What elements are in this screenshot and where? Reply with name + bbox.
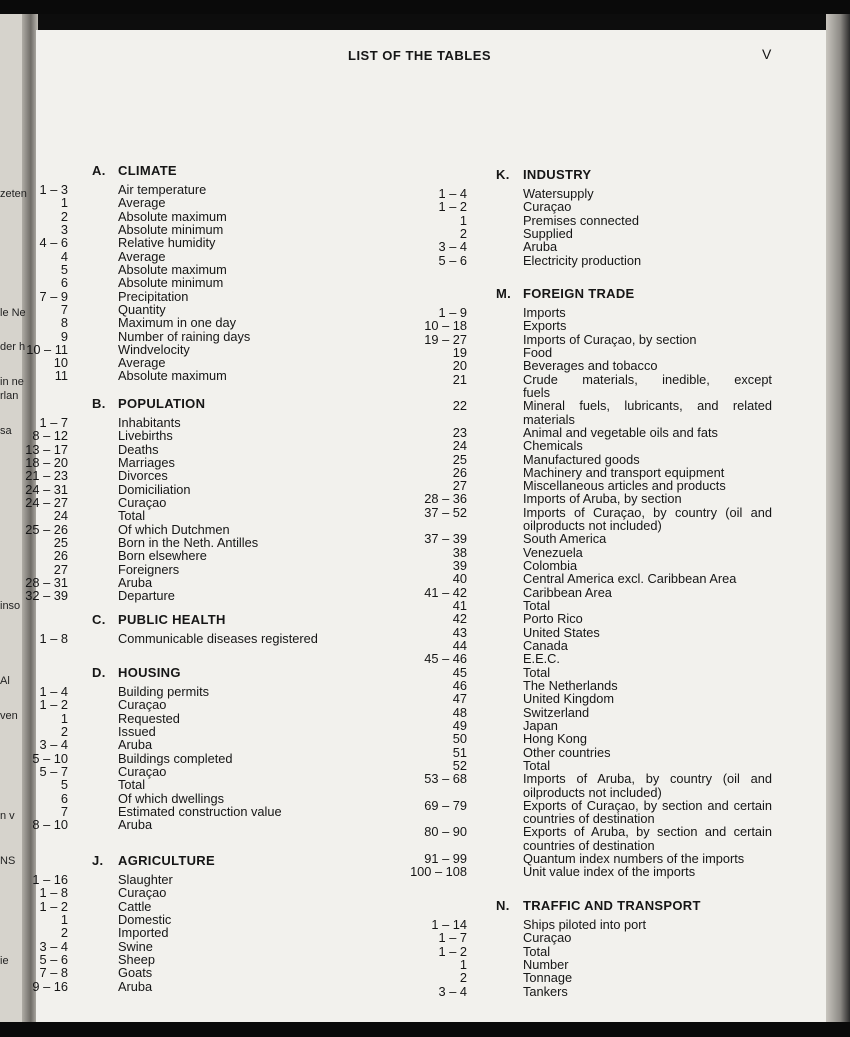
section-title: AGRICULTURE [118, 853, 215, 868]
table-number-range: 9 [60, 328, 68, 344]
table-number-range: 32 – 39 [25, 588, 68, 604]
table-number-range: 24 – 27 [25, 494, 68, 510]
table-title: Requested [118, 710, 180, 726]
scan-border-bottom [0, 1022, 850, 1037]
table-list-row [0, 453, 850, 466]
table-list-row [0, 599, 850, 612]
table-list-row [0, 799, 850, 812]
table-number-range: 1 – 3 [39, 182, 68, 197]
section-letter: K. [496, 167, 510, 182]
table-list-row [0, 187, 850, 200]
table-number-range: 38 [452, 544, 467, 560]
table-number-range: 45 – 46 [424, 651, 467, 667]
table-title: Born elsewhere [118, 548, 207, 564]
table-title: Miscellaneous articles and products [523, 478, 726, 494]
table-number-range: 8 – 12 [32, 428, 68, 444]
left-page-text-fragment: le Ne [0, 307, 26, 319]
table-title: Goats [118, 965, 153, 981]
table-number-range: 91 – 99 [424, 851, 467, 867]
table-title-continuation: countries of destination [523, 811, 655, 827]
table-list-row [0, 290, 850, 303]
table-list-row [0, 479, 850, 492]
table-list-row [0, 319, 850, 332]
table-title: Total [523, 598, 551, 614]
table-list-row [0, 333, 850, 346]
table-list-row [0, 865, 850, 878]
section-letter: D. [92, 665, 106, 680]
left-page-text-fragment: in ne [0, 376, 24, 388]
table-number-range: 9 – 16 [32, 978, 68, 994]
table-number-range: 50 [452, 731, 467, 747]
table-title: Inhabitants [118, 415, 181, 430]
table-title: Domestic [118, 911, 172, 927]
table-number-range: 45 [452, 664, 467, 680]
table-list-row [0, 254, 850, 267]
section-title: PUBLIC HEALTH [118, 612, 226, 627]
table-list-row [0, 227, 850, 240]
table-title: Livebirths [118, 428, 173, 444]
section-title: INDUSTRY [523, 167, 592, 182]
table-title: Absolute minimum [118, 221, 224, 237]
table-title: Aruba [523, 239, 558, 255]
table-title: Curaçao [118, 763, 167, 779]
table-title: Imports of Aruba, by section [523, 491, 682, 507]
table-number-range: 27 [53, 561, 68, 577]
table-title: Supplied [523, 225, 573, 241]
table-title: Tonnage [523, 970, 573, 986]
table-number-range: 5 – 6 [39, 951, 68, 967]
table-title: Mineral fuels, lubricants, and related [523, 398, 772, 414]
table-list-row [0, 652, 850, 665]
table-list-row [0, 886, 850, 899]
page-number: V [762, 46, 772, 62]
table-title: United Kingdom [523, 691, 615, 707]
table-list-row-continuation [0, 519, 850, 532]
table-number-range: 2 [60, 208, 68, 224]
table-title: Divorces [118, 468, 168, 484]
table-title: Switzerland [523, 704, 590, 720]
table-list-row [0, 276, 850, 289]
table-list-row [0, 900, 850, 913]
table-list-row [0, 532, 850, 545]
table-number-range: 10 [53, 355, 68, 371]
table-title: Quantum index numbers of the imports [523, 851, 745, 867]
table-title: Venezuela [523, 544, 583, 560]
table-list-row [0, 639, 850, 652]
left-page-text-fragment: ie [0, 955, 9, 967]
left-page-text-fragment: Al [0, 675, 10, 687]
table-title: Curaçao [523, 930, 572, 946]
table-number-range: 2 [60, 723, 68, 739]
table-title: Imports of Curaçao, by country (oil and [523, 504, 772, 520]
section-letter: J. [92, 853, 104, 868]
table-title: Swine [118, 938, 153, 954]
table-number-range: 23 [452, 424, 467, 440]
table-title: Absolute maximum [118, 368, 227, 384]
table-title: Electricity production [523, 252, 642, 268]
table-number-range: 25 [53, 534, 68, 550]
table-list-row [0, 931, 850, 944]
table-title: Machinery and transport equipment [523, 464, 725, 480]
table-title: Chemicals [523, 438, 583, 454]
table-list-row [0, 559, 850, 572]
table-title: Average [118, 195, 166, 211]
table-list-row [0, 200, 850, 213]
table-number-range: 8 – 10 [32, 817, 68, 833]
table-title: Curaçao [118, 494, 167, 510]
table-list-row [0, 825, 850, 838]
table-title: Manufactured goods [523, 451, 640, 467]
table-number-range: 41 [452, 598, 467, 614]
table-title: Beverages and tobacco [523, 358, 658, 374]
table-title: Born in the Neth. Antilles [118, 534, 259, 550]
table-title: Windvelocity [118, 341, 190, 357]
table-title: Quantity [118, 301, 166, 317]
table-title-continuation: oilproducts not included) [523, 518, 662, 534]
table-title: Deaths [118, 441, 159, 457]
table-number-range: 25 [452, 451, 467, 467]
table-title: Marriages [118, 454, 175, 470]
table-title: Curaçao [523, 199, 572, 215]
table-number-range: 25 – 26 [25, 521, 68, 537]
table-number-range: 39 [452, 558, 467, 574]
table-title: Central America excl. Caribbean Area [523, 571, 737, 587]
table-number-range: 3 – 4 [438, 983, 467, 999]
table-title: Absolute maximum [118, 208, 227, 224]
table-list-row [0, 945, 850, 958]
table-number-range: 7 – 8 [39, 965, 68, 981]
table-title: Canada [523, 638, 568, 653]
table-number-range: 37 – 52 [424, 504, 467, 520]
table-list-row [0, 306, 850, 319]
table-list-row-continuation [0, 812, 850, 825]
table-title: Imports [523, 305, 566, 320]
table-title: Total [523, 664, 551, 680]
table-list-row [0, 240, 850, 253]
table-list-row [0, 373, 850, 386]
table-number-range: 13 – 17 [25, 441, 68, 457]
table-number-range: 46 [452, 677, 467, 693]
table-number-range: 11 [54, 368, 68, 384]
table-list-row [0, 759, 850, 772]
table-number-range: 1 – 16 [32, 872, 68, 887]
table-number-range: 3 – 4 [39, 938, 68, 954]
table-title: Animal and vegetable oils and fats [523, 424, 718, 440]
table-number-range: 19 [452, 344, 467, 360]
table-title: Exports [523, 318, 567, 334]
table-number-range: 51 [452, 744, 467, 760]
table-number-range: 1 [60, 710, 68, 726]
section-letter: B. [92, 396, 106, 411]
left-page-text-fragment: sa [0, 425, 12, 437]
table-title: South America [523, 531, 607, 547]
section-letter: A. [92, 163, 106, 178]
left-page-text-fragment: ven [0, 710, 18, 722]
section-letter: N. [496, 898, 510, 913]
table-number-range: 5 – 6 [438, 252, 467, 268]
table-number-range: 1 – 9 [438, 305, 467, 320]
table-number-range: 1 [60, 195, 68, 211]
table-number-range: 22 [452, 398, 467, 414]
left-page-text-fragment: zeten [0, 188, 27, 200]
table-number-range: 43 [452, 624, 467, 640]
section-title: HOUSING [118, 665, 181, 680]
table-title-continuation: materials [523, 411, 575, 427]
table-number-range: 53 – 68 [424, 771, 467, 787]
table-title: Total [118, 508, 146, 524]
table-title: Sheep [118, 951, 156, 967]
table-list-row [0, 492, 850, 505]
page-title: LIST OF THE TABLES [348, 48, 492, 63]
table-title: Imports of Aruba, by country (oil and [523, 771, 772, 787]
left-page-text-fragment: inso [0, 600, 21, 612]
table-number-range: 28 – 36 [424, 491, 467, 507]
table-title: Tankers [523, 983, 568, 999]
table-list-row [0, 426, 850, 439]
table-title: Imported [118, 925, 169, 941]
table-list-row [0, 572, 850, 585]
table-title: Unit value index of the imports [523, 864, 696, 880]
table-number-range: 1 – 2 [438, 943, 467, 959]
table-title: Aruba [118, 817, 153, 833]
table-list-row [0, 719, 850, 732]
table-title: Foreigners [118, 561, 180, 577]
table-title: Curaçao [118, 697, 167, 713]
left-page-text-fragment: n v [0, 810, 15, 822]
table-number-range: 24 [53, 508, 68, 524]
table-title-continuation: fuels [523, 384, 551, 400]
table-title: Exports of Curaçao, by section and certain [523, 797, 772, 813]
table-number-range: 37 – 39 [424, 531, 467, 547]
table-number-range: 21 [452, 371, 467, 387]
table-number-range: 7 [60, 803, 68, 819]
table-list-row [0, 399, 850, 412]
table-title: Average [118, 355, 166, 371]
table-number-range: 2 [60, 925, 68, 941]
table-number-range: 20 [452, 358, 467, 374]
table-number-range: 8 [60, 315, 68, 331]
section-letter: M. [496, 286, 512, 301]
table-title: Premises connected [523, 212, 639, 228]
table-title: Food [523, 344, 553, 360]
table-number-range: 1 – 14 [431, 917, 467, 932]
table-list-row [0, 958, 850, 971]
table-number-range: 47 [452, 691, 467, 707]
table-title: Maximum in one day [118, 315, 237, 331]
table-title: Buildings completed [118, 750, 233, 766]
table-title: Porto Rico [523, 611, 583, 627]
table-number-range: 18 – 20 [25, 454, 68, 470]
table-number-range: 3 – 4 [39, 737, 68, 753]
table-number-range: 10 – 11 [26, 341, 68, 357]
table-number-range: 42 [452, 611, 467, 627]
left-page-text-fragment: rlan [0, 390, 19, 402]
table-title: Caribbean Area [523, 584, 612, 600]
table-number-range: 28 – 31 [25, 574, 68, 590]
table-title: Exports of Aruba, by section and certain [523, 824, 772, 840]
table-list-row [0, 971, 850, 984]
table-list-row [0, 546, 850, 559]
table-title: Number [523, 956, 569, 972]
table-list-row [0, 746, 850, 759]
table-number-range: 3 [60, 221, 68, 237]
table-number-range: 80 – 90 [424, 824, 467, 840]
table-number-range: 24 – 31 [25, 481, 68, 497]
table-title: Communicable diseases registered [118, 631, 318, 646]
table-title: Colombia [523, 558, 578, 574]
table-title: Number of raining days [118, 328, 251, 344]
table-list-row [0, 692, 850, 705]
table-list-row [0, 506, 850, 519]
table-number-range: 5 [60, 777, 68, 793]
table-title: E.E.C. [523, 651, 560, 667]
table-number-range: 1 – 4 [438, 186, 467, 201]
table-list-row [0, 706, 850, 719]
table-number-range: 1 – 8 [39, 885, 68, 901]
table-title: Hong Kong [523, 731, 588, 747]
table-title: Total [118, 777, 146, 793]
section-title: CLIMATE [118, 163, 177, 178]
table-list-row [0, 985, 850, 998]
table-number-range: 1 [60, 911, 68, 927]
section-title: POPULATION [118, 396, 206, 411]
table-number-range: 6 [60, 275, 68, 291]
table-title: Aruba [118, 978, 153, 994]
table-number-range: 2 [459, 970, 467, 986]
table-list-row [0, 918, 850, 931]
table-number-range: 49 [452, 717, 467, 733]
table-number-range: 1 – 8 [39, 631, 68, 646]
scan-border-top [0, 0, 850, 14]
table-list-row-continuation [0, 413, 850, 426]
table-list-row [0, 439, 850, 452]
table-list-row [0, 346, 850, 359]
table-number-range: 10 – 18 [424, 318, 467, 334]
table-title: Watersupply [523, 186, 594, 201]
table-title: Building permits [118, 684, 210, 699]
table-number-range: 1 [459, 956, 467, 972]
table-list-row [0, 626, 850, 639]
table-number-range: 1 – 2 [39, 697, 68, 713]
table-list-row-continuation [0, 839, 850, 852]
table-list-row [0, 666, 850, 679]
table-number-range: 19 – 27 [424, 331, 467, 347]
table-title: Issued [118, 723, 156, 739]
table-title: Absolute maximum [118, 261, 227, 277]
table-title: Imports of Curaçao, by section [523, 331, 697, 347]
table-title: Domiciliation [118, 481, 191, 497]
table-title: United States [523, 624, 600, 640]
table-title: Estimated construction value [118, 803, 282, 819]
table-title: Japan [523, 717, 558, 733]
table-title: Total [523, 943, 551, 959]
table-title: Of which dwellings [118, 790, 224, 806]
table-number-range: 27 [452, 478, 467, 494]
table-number-range: 1 – 7 [39, 415, 68, 430]
table-number-range: 69 – 79 [424, 797, 467, 813]
table-number-range: 1 [459, 212, 467, 228]
table-title: Of which Dutchmen [118, 521, 230, 537]
table-title: Ships piloted into port [523, 917, 647, 932]
table-number-range: 5 – 10 [32, 750, 68, 766]
table-number-range: 5 – 7 [39, 763, 68, 779]
table-number-range: 4 [60, 248, 68, 264]
table-list-row [0, 359, 850, 372]
table-title: Other countries [523, 744, 611, 760]
table-number-range: 48 [452, 704, 467, 720]
table-list-row [0, 772, 850, 785]
table-title: Air temperature [118, 182, 207, 197]
table-list-row [0, 732, 850, 745]
table-title: Absolute minimum [118, 275, 224, 291]
table-number-range: 5 [60, 261, 68, 277]
section-letter: C. [92, 612, 106, 627]
table-title: Curaçao [118, 885, 167, 901]
table-number-range: 26 [53, 548, 68, 564]
table-title: Total [523, 757, 551, 773]
table-title-continuation: countries of destination [523, 837, 655, 853]
table-title: Aruba [118, 574, 153, 590]
table-title: Departure [118, 588, 175, 604]
table-number-range: 26 [452, 464, 467, 480]
table-title: Precipitation [118, 288, 189, 304]
table-list-row [0, 214, 850, 227]
left-page-text-fragment: NS [0, 855, 16, 867]
section-title: FOREIGN TRADE [523, 286, 635, 301]
table-list-row [0, 612, 850, 625]
table-number-range: 3 – 4 [438, 239, 467, 255]
table-number-range: 1 – 7 [438, 930, 467, 946]
table-number-range: 7 – 9 [39, 288, 68, 304]
table-number-range: 40 [452, 571, 467, 587]
table-title: Relative humidity [118, 235, 216, 251]
table-number-range: 52 [452, 757, 467, 773]
table-list-row-continuation [0, 786, 850, 799]
table-number-range: 2 [459, 225, 467, 241]
table-list-row [0, 586, 850, 599]
table-title: Cattle [118, 898, 152, 914]
table-number-range: 24 [452, 438, 467, 454]
table-title: Crude materials, inedible, except [523, 371, 772, 387]
table-title-continuation: oilproducts not included) [523, 784, 662, 800]
table-number-range: 1 – 2 [39, 898, 68, 914]
table-title: The Netherlands [523, 677, 618, 693]
table-number-range: 21 – 23 [25, 468, 68, 484]
table-title: Average [118, 248, 166, 264]
table-list-row [0, 679, 850, 692]
table-title: Aruba [118, 737, 153, 753]
table-number-range: 4 – 6 [39, 235, 68, 251]
table-list-row-continuation [0, 386, 850, 399]
table-number-range: 41 – 42 [424, 584, 467, 600]
left-page-text-fragment: der h [0, 341, 26, 353]
table-number-range: 6 [60, 790, 68, 806]
table-title: Slaughter [118, 872, 173, 887]
table-list-row [0, 466, 850, 479]
table-number-range: 1 – 2 [438, 199, 467, 215]
table-number-range: 44 [452, 638, 467, 653]
table-list-row [0, 852, 850, 865]
table-number-range: 100 – 108 [410, 864, 467, 880]
section-title: TRAFFIC AND TRANSPORT [523, 898, 701, 913]
table-number-range: 7 [60, 301, 68, 317]
table-number-range: 1 – 4 [39, 684, 68, 699]
